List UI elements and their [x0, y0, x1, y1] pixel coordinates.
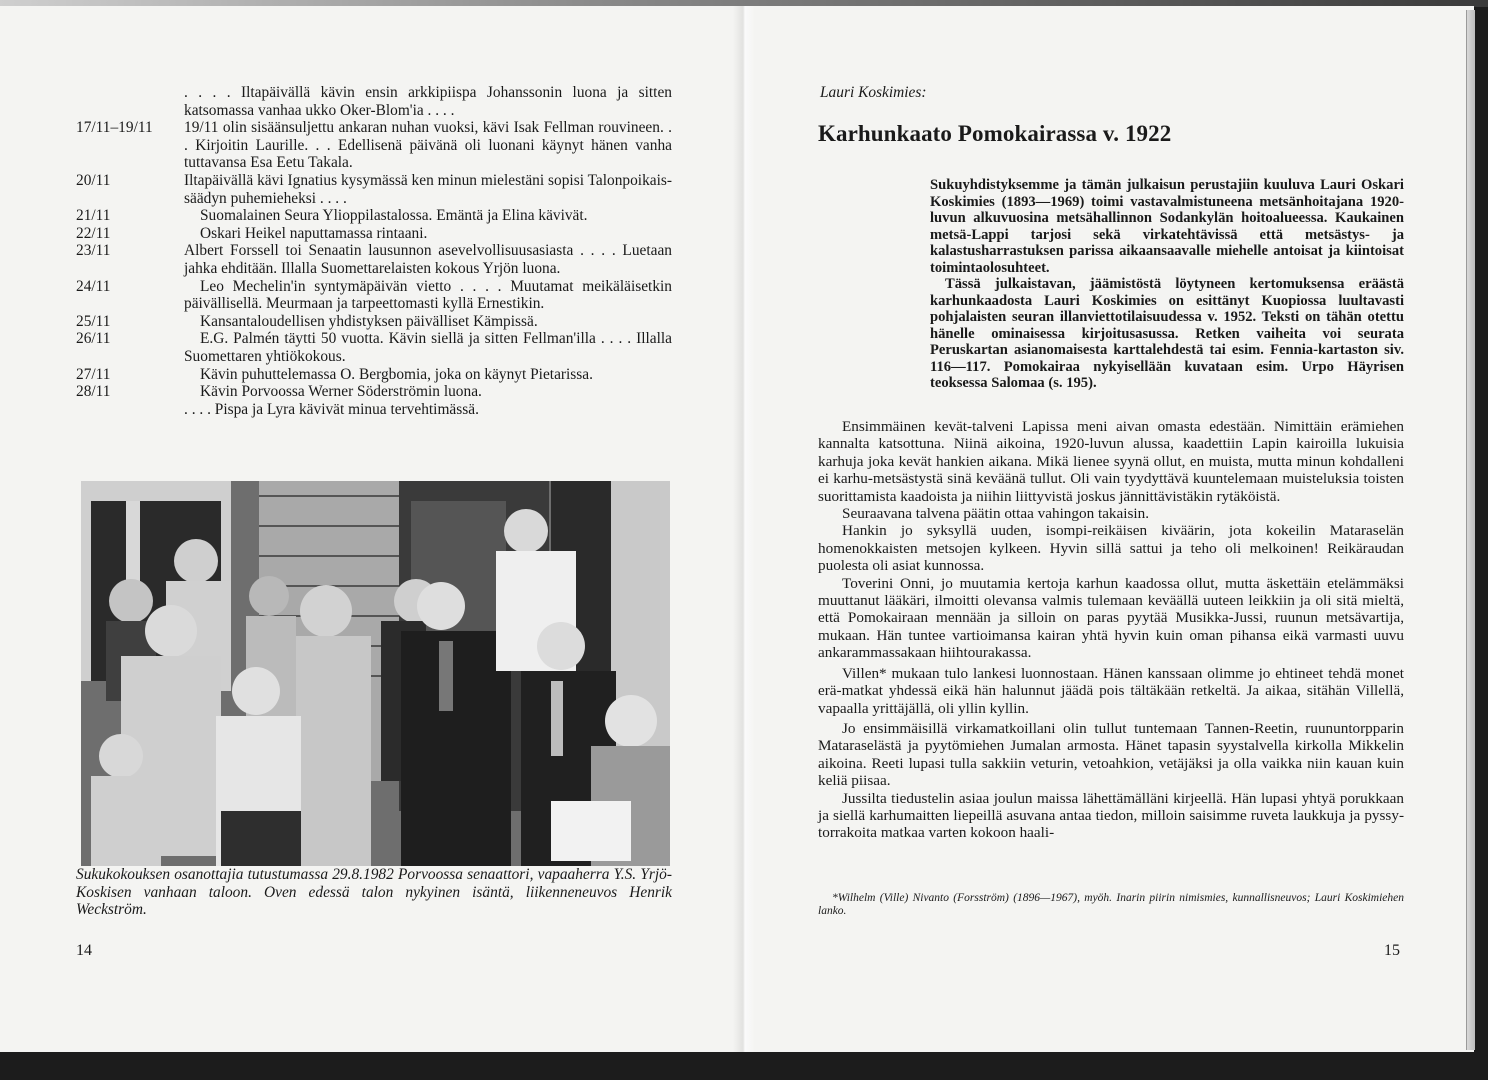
- diary-entry: [76, 225, 672, 243]
- entry-text: . . . . Pispa ja Lyra kävivät minua tervehtimässä.: [184, 400, 479, 418]
- diary-entry: [76, 207, 672, 225]
- page-number: 14: [76, 942, 92, 959]
- entry-date: 20/11: [76, 171, 111, 189]
- group-photo: [81, 481, 670, 866]
- intro-paragraph: Tässä julkaistavan, jäämistöstä löytyneen kertomuksensa eräästä karhunkaadosta Lauri Koskimies on esittänyt Kuopiossa luultavasti pohjalaisten seuran illanviettotilaisuudessa v. 1952. Teksti on tähän otettu hänelle ominaisessa kirjoitusasussa. Retken vaiheita voi seurata Peruskartan asianomaisesta karttalehdestä tai esim. Fennia-kartaston siv. 116—117. Pomokairaa nykyisellään kuvataan esim. Urpo Häyrisen teoksessa Salomaa (s. 195).: [930, 276, 1404, 391]
- page-stack-edge: [1466, 10, 1475, 1050]
- entry-date: 26/11: [76, 330, 111, 348]
- body-paragraph: Villen* mukaan tulo lankesi luonnostaan. Hänen kanssaan olimme jo ehtineet tehdä monet erä-matkat yhdessä eikä hän halunnut jäädä pois tältäkään retkeltä. Ja aikaa, sitähän Villellä, vapaalla yrittäjällä, oli yllin kyllin.: [818, 664, 1404, 717]
- diary-entry: [76, 278, 672, 313]
- diary-entries: [76, 84, 672, 418]
- entry-text: Kävin Porvoossa Werner Söderströmin luona.: [200, 383, 482, 401]
- diary-entry: [76, 172, 672, 207]
- intro-paragraph: Sukuyhdistyksemme ja tämän julkaisun perustajiin kuuluva Lauri Oskari Koskimies (1893—1969) toimi vastavalmistuneena metsänhoitajana 1920-luvun alkuvuosina metsähallinnon Sodankylän hoitoalueessa. Kaukainen metsä-Lappi tarjosi sekä virkatehtävissä että metsästys- ja kalastusharrastuksen parissa aikaansaavalle miehelle antoisat ja kiintoisat toimintaolosuhteet.: [930, 177, 1404, 276]
- entry-text: Kansantaloudellisen yhdistyksen päivälliset Kämpissä.: [200, 312, 538, 330]
- book-gutter: [733, 6, 755, 1052]
- body-paragraph: Jussilta tiedustelin asiaa joulun maissa lähettämälläni kirjeellä. Hän lupasi yhtyä porukkaan ja siellä karhumaitten liepeillä asuvana antaa tiedon, milloin saisimme ruveta laukkuja ja pyssy-torrakoita matkaa varten kokoon haali-: [818, 789, 1404, 842]
- body-paragraph: Jo ensimmäisillä virkamatkoillani olin tullut tuntemaan Tannen-Reetin, ruununtorpparin Mataraselästä ja pyytömiehen Jumalan armosta. Hänet tapasin syystalvella kirkolla Mikkelin aikoina. Reeti lupasi tulla sakkiin veturin, vetoahkion, vetäjäksi ja olla vaikka niin kauan kuin keliä piisaa.: [818, 719, 1404, 790]
- body-paragraph: Seuraavana talvena päätin ottaa vahingon takaisin.: [842, 505, 1150, 523]
- entry-text: E.G. Palmén täytti 50 vuotta. Kävin siellä ja sitten Fellman'illa . . . . Illalla Suomettaren yhtiökokous.: [184, 330, 672, 365]
- entry-date: [76, 84, 184, 119]
- article-author: Lauri Koskimies:: [820, 84, 927, 101]
- body-paragraph: Ensimmäinen kevät-talveni Lapissa meni aivan omasta edestään. Nimittäin erämiehen kannalta katsottuna. Niinä aikoina, 1920-luvun alussa, kaadettiin Lapin kairoilla lukuisia karhuja joka kevät hankien aikana. Mikä lienee syynä ollut, en muista, mutta minun kohdalleni ei karhu-metsästystä sinä keväänä tullut. Oli vain tyydyttävä kuuntelemaan muisteluksia toisten suorittamista kaadoista ja niihin liittyvistä joskus jännittävistäkin rytäköistä.: [818, 418, 1404, 505]
- article-title: Karhunkaato Pomokairassa v. 1922: [818, 121, 1172, 146]
- entry-date: 22/11: [76, 224, 111, 242]
- diary-entry: [76, 242, 672, 277]
- photo-caption: Sukukokouksen osanottajia tutustumassa 29.8.1982 Porvoossa senaattori, vapaaherra Y.S. Yrjö-Koskisen vanhaan taloon. Oven edessä talon nykyinen isäntä, liikenneneuvos Henrik Weckström.: [76, 866, 672, 919]
- page-number: 15: [1384, 942, 1400, 959]
- entry-text: Albert Forssell toi Senaatin lausunnon asevelvollisuusasiasta . . . . Luetaan jahka ehditään. Illalla Suomettarelaisten kokous Yrjön luona.: [184, 242, 672, 277]
- entry-date: 23/11: [76, 242, 111, 260]
- body-paragraph: Hankin jo syksyllä uuden, isompi-reikäisen kiväärin, jota kokeilin Mataraselän homenokkaisten metsojen kylkeen. Hyvin sillä sattui ja teho oli melkoinen! Reikäraudan puolesta oli asiat kunnossa.: [818, 522, 1404, 575]
- diary-entry: [76, 84, 672, 119]
- entry-date: 17/11–19/11: [76, 119, 153, 137]
- entry-date: 27/11: [76, 365, 111, 383]
- entry-text: Oskari Heikel naputtamassa rintaani.: [200, 224, 428, 242]
- entry-date: 25/11: [76, 312, 111, 330]
- entry-text: . . . . Iltapäivällä kävin ensin arkkipiispa Johanssonin luona ja sitten katsomassa vanhaa ukko Oker-Blom'ia . . . .: [184, 84, 672, 119]
- entry-text: 19/11 olin sisäänsuljettu ankaran nuhan vuoksi, kävi Isak Fellman rouvineen. . . Kirjoitin Laurille. . . Edellisenä päivänä oli luonani käynyt hänen vanha tuttavansa Esa Eetu Takala.: [184, 119, 672, 172]
- diary-entry: [76, 366, 672, 384]
- entry-text: Iltapäivällä kävi Ignatius kysymässä ken minun mielestäni sopisi Talonpoikais-säädyn puhemieheksi . . . .: [184, 171, 672, 207]
- article-body: [818, 418, 1404, 842]
- diary-entry: [76, 119, 672, 172]
- diary-entry: [76, 383, 672, 418]
- diary-entry: [76, 330, 672, 365]
- entry-date: 21/11: [76, 207, 111, 225]
- entry-text: Kävin puhuttelemassa O. Bergbomia, joka on käynyt Pietarissa.: [200, 365, 593, 383]
- group-photo-illustration: [81, 481, 670, 866]
- entry-date: 28/11: [76, 383, 111, 401]
- diary-entry: [76, 313, 672, 331]
- body-paragraph: Toverini Onni, jo muutamia kertoja karhun kaadossa ollut, mutta äskettäin etelämmäksi muuttanut lääkäri, ilmoitti olevansa valmis tulemaan keväällä uuteen leikkiin ja oli sitä mieltä, että Pomokairaan mennään ja silloin on paras pyytää Musikka-Jussi, ruunun metsävartija, mukaan. Hän tuntee vartioimansa kairan yhtä hyvin kuin oman pihansa eikä varmasti uuvu ankarammassakaan hiihtourakassa.: [818, 574, 1404, 662]
- article-intro: [930, 177, 1404, 392]
- entry-date: 24/11: [76, 277, 111, 295]
- entry-text: Suomalainen Seura Ylioppilastalossa. Emäntä ja Elina kävivät.: [200, 207, 588, 225]
- footnote: *Wilhelm (Ville) Nivanto (Forsström) (1896—1967), myöh. Inarin piirin nimismies, kunnallisneuvos; Lauri Koskimiehen lanko.: [818, 892, 1404, 917]
- entry-text: Leo Mechelin'in syntymäpäivän vietto . . . . Muutamat meikäläisetkin päivällisellä. Meurmaan ja tarpeettomasti kyllä Ernestikin.: [184, 277, 672, 313]
